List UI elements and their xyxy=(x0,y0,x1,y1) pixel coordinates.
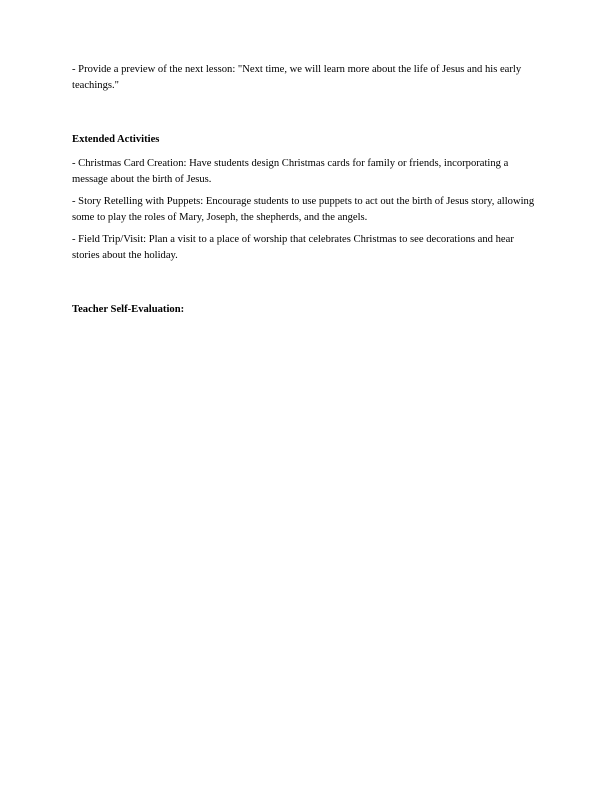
activity-item: - Christmas Card Creation: Have students design Christmas cards for family or friends, incorporating a message about the birth of Jesus. xyxy=(72,158,509,185)
extended-activities-heading: Extended Activities xyxy=(72,134,160,145)
activity-item: - Field Trip/Visit: Plan a visit to a place of worship that celebrates Christmas to see decorations and hear stories about the holiday. xyxy=(72,234,514,261)
activity-item: - Story Retelling with Puppets: Encourage students to use puppets to act out the birth of Jesus story, allowing some to play the roles of Mary, Joseph, the shepherds, and the angels. xyxy=(72,196,535,223)
document-page xyxy=(72,62,542,326)
next-lesson-preview: - Provide a preview of the next lesson: "Next time, we will learn more about the life of Jesus and his early teachings." xyxy=(72,64,522,91)
teacher-self-evaluation-heading: Teacher Self-Evaluation: xyxy=(72,304,185,315)
